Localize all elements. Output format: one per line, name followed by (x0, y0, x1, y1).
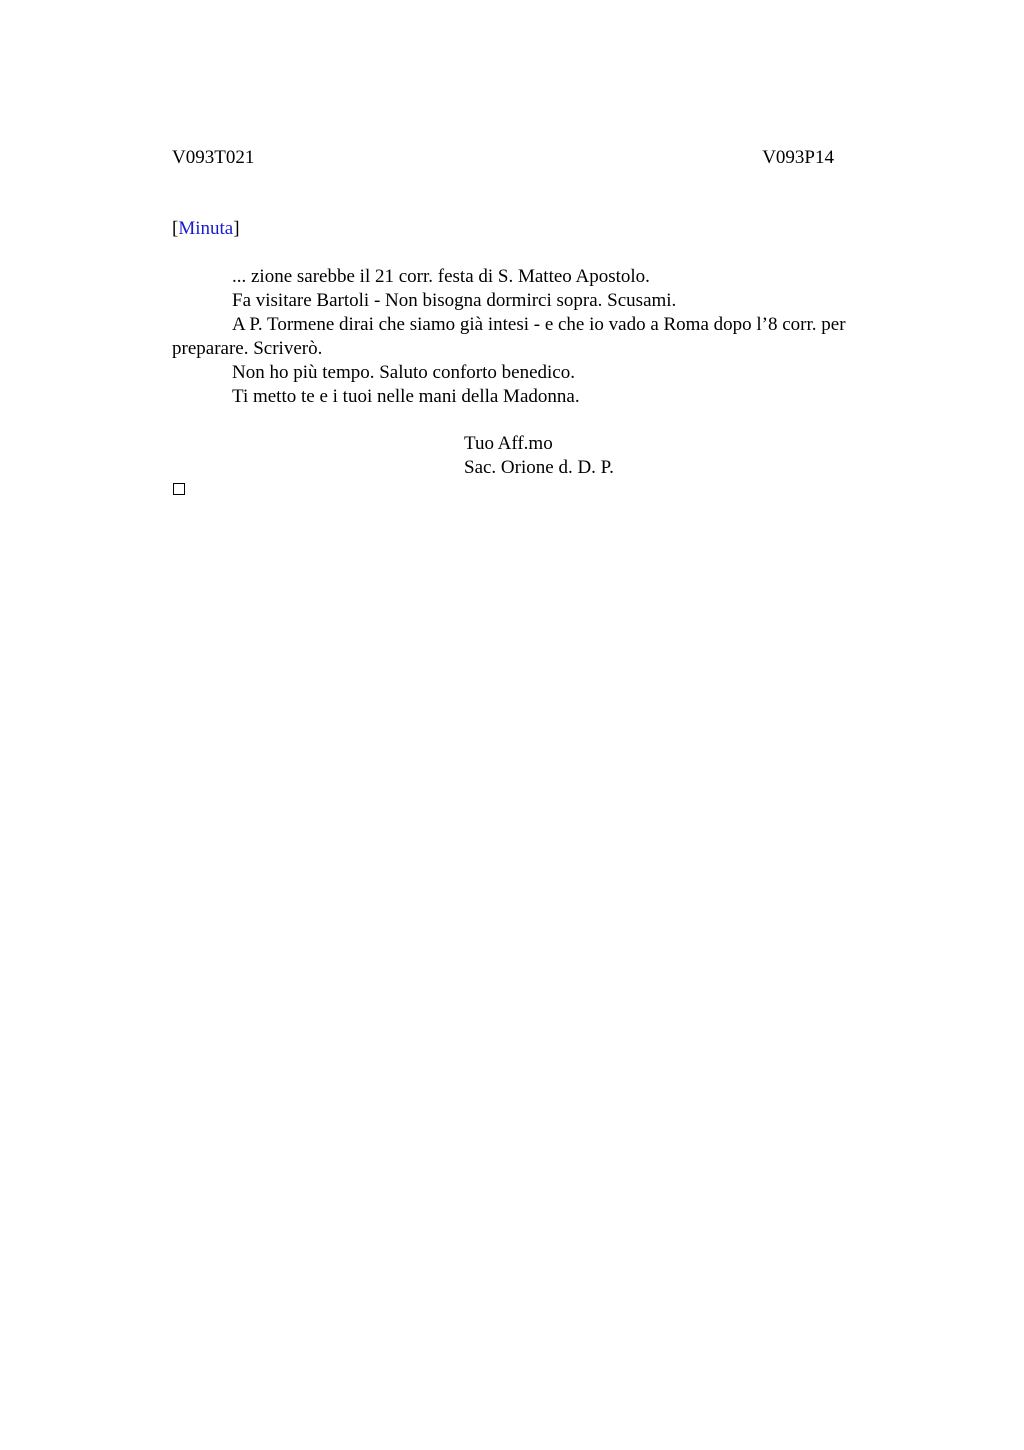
letter-closing (464, 432, 614, 480)
closing-salutation: Tuo Aff.mo (464, 433, 553, 454)
square-outline-icon (173, 483, 185, 495)
body-paragraph: A P. Tormene dirai che siamo già intesi - e che io vado a Roma dopo l’8 corr. per preparare. Scriverò. (172, 314, 846, 359)
page-code: V093P14 (762, 147, 834, 168)
document-code: V093T021 (172, 147, 255, 168)
page-header (172, 146, 834, 170)
closing-signature: Sac. Orione d. D. P. (464, 457, 614, 478)
letter-body (172, 265, 907, 409)
note-open-bracket: [ (172, 218, 179, 239)
body-paragraph: ... zione sarebbe il 21 corr. festa di S. Matteo Apostolo. (232, 266, 650, 287)
draft-note (172, 217, 240, 241)
body-paragraph: Non ho più tempo. Saluto conforto benedico. (232, 362, 575, 383)
body-paragraph: Fa visitare Bartoli - Non bisogna dormirci sopra. Scusami. (232, 290, 677, 311)
note-label-link[interactable]: Minuta (178, 218, 234, 239)
body-paragraph: Ti metto te e i tuoi nelle mani della Madonna. (232, 386, 580, 407)
note-close-bracket: ] (233, 218, 240, 239)
